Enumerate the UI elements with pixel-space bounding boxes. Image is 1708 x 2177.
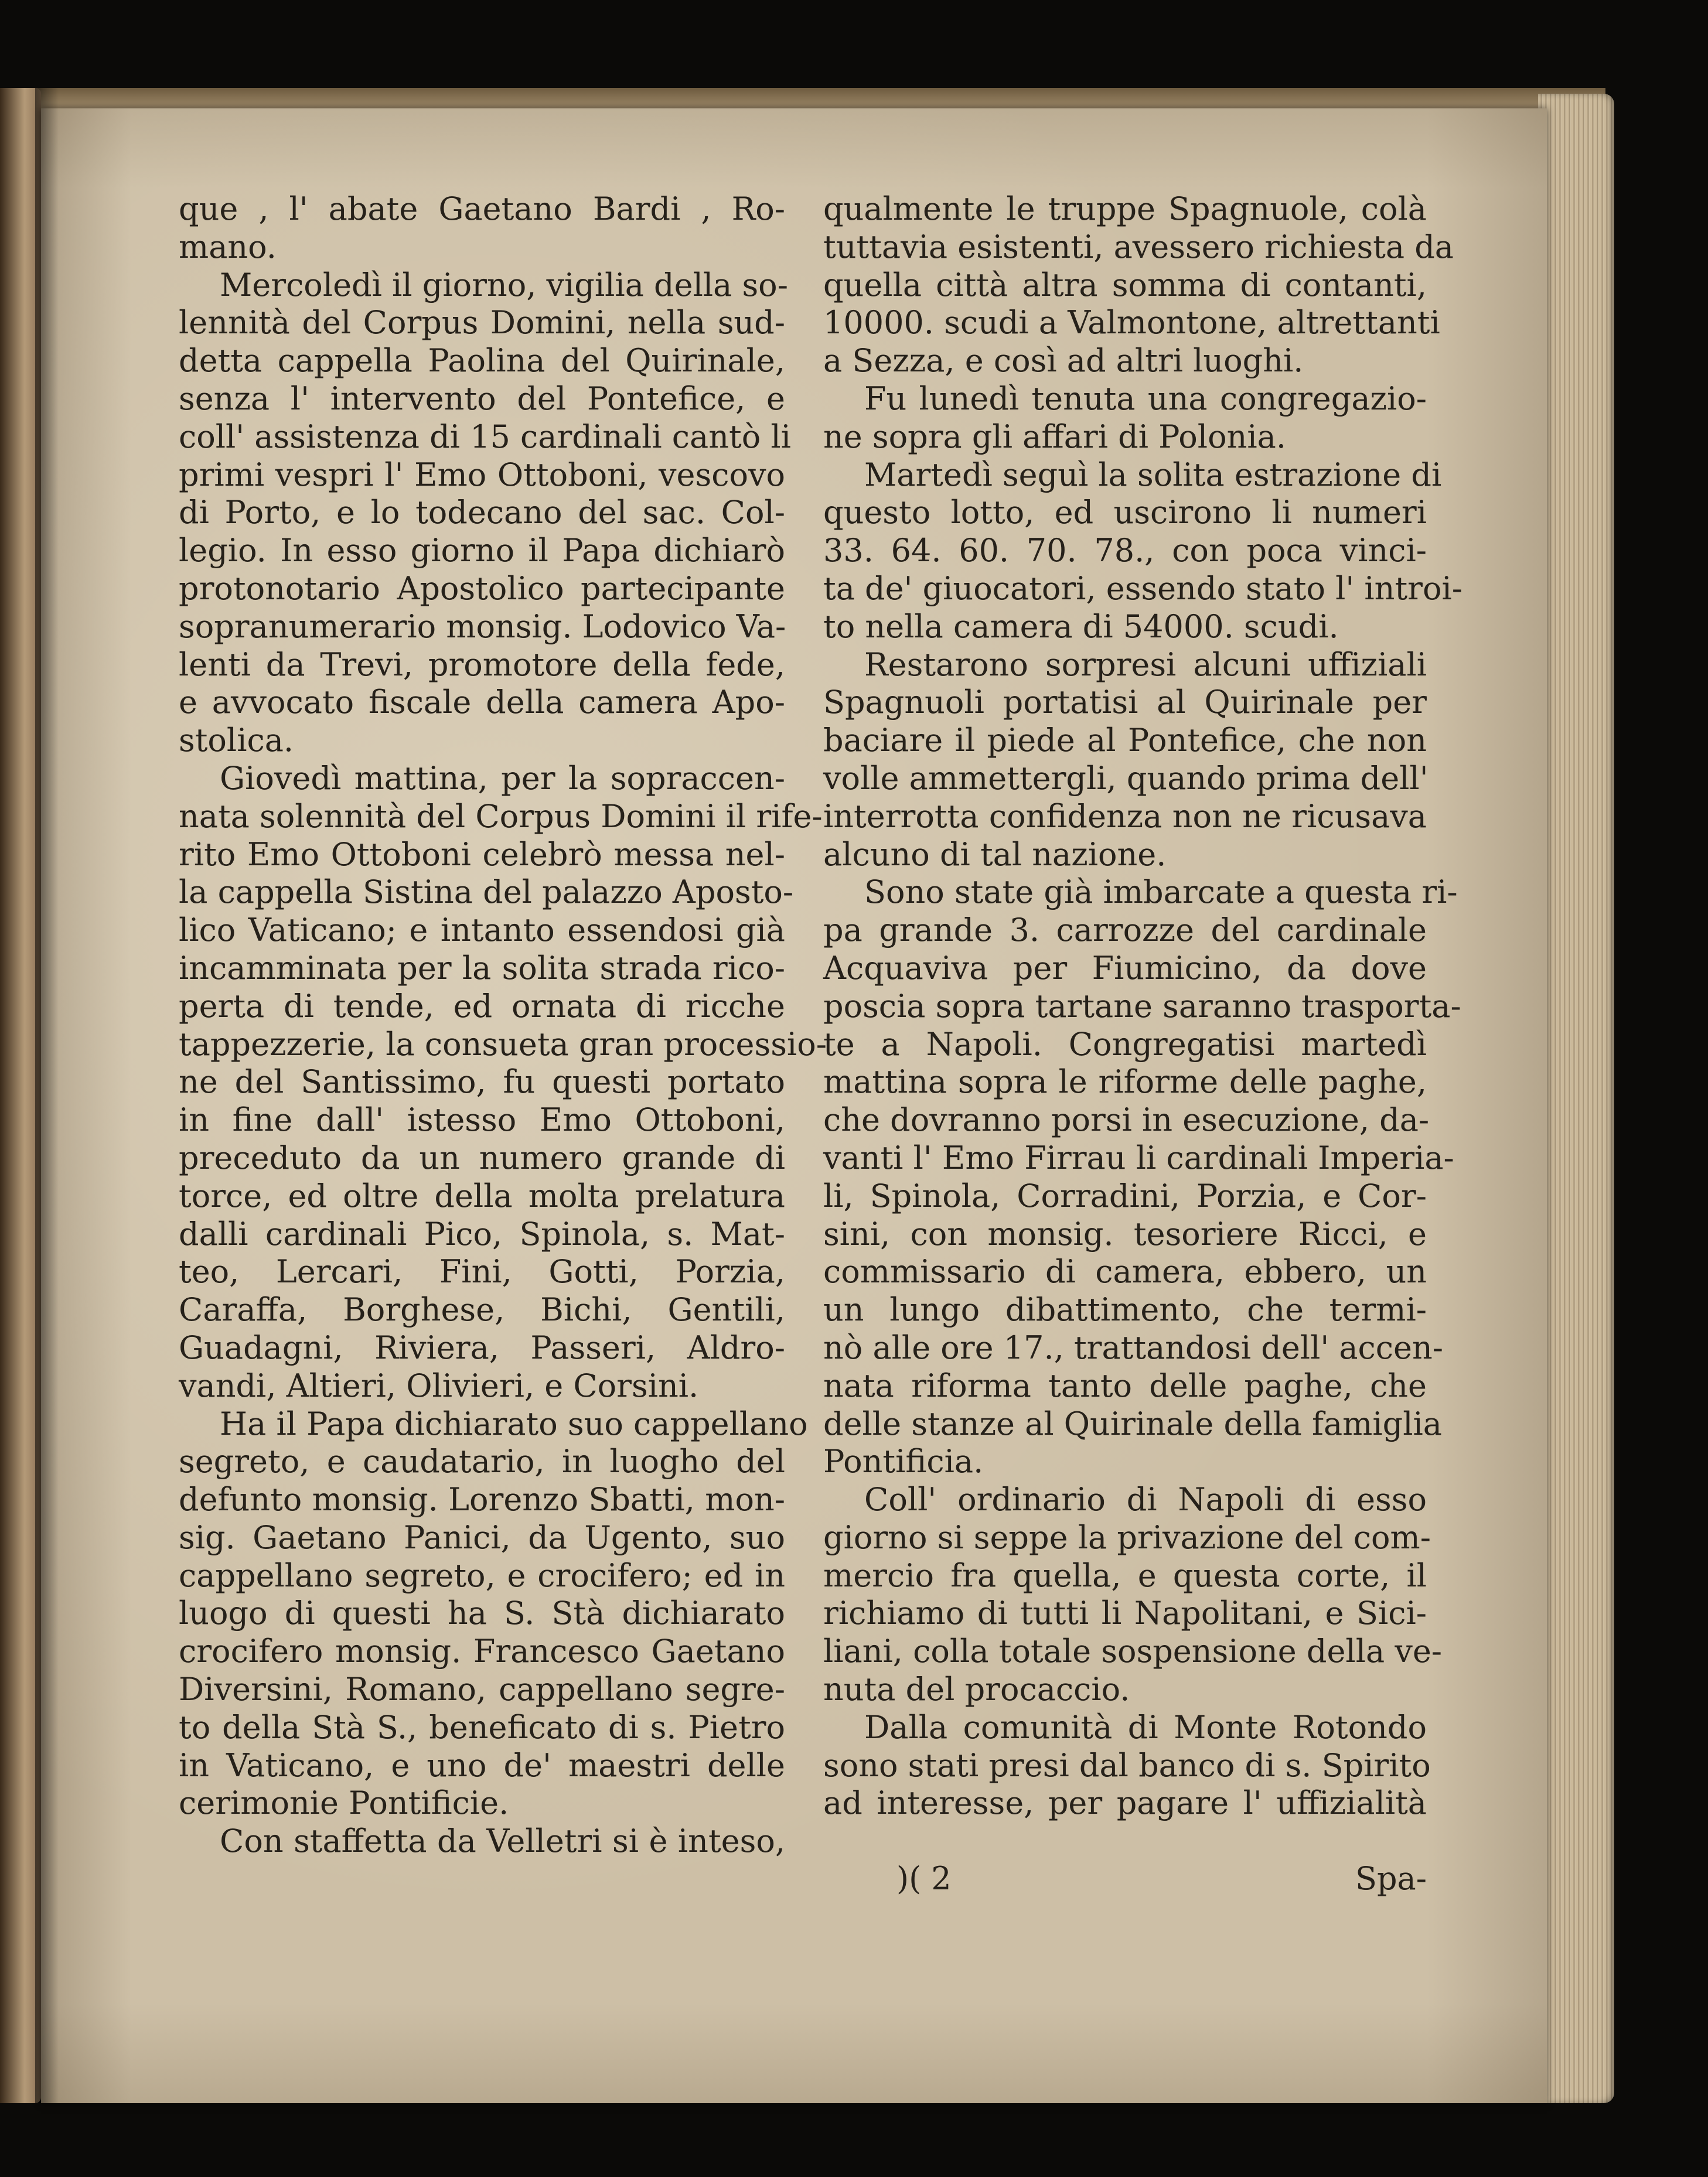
text-line: dalli cardinali Pico, Spinola, s. Mat- xyxy=(179,1215,785,1253)
text-line: richiamo di tutti li Napolitani, e Sici- xyxy=(823,1595,1427,1632)
text-line: Giovedì mattina, per la sopraccen- xyxy=(220,759,785,797)
text-line: protonotario Apostolico partecipante xyxy=(179,569,785,607)
text-line: un lungo dibattimento, che termi- xyxy=(823,1291,1427,1329)
text-line: segreto, e caudatario, in luogho del xyxy=(179,1443,785,1480)
text-line: poscia sopra tartane saranno trasporta- xyxy=(823,987,1461,1025)
page-footer xyxy=(823,1860,1427,1901)
text-line: rito Emo Ottoboni celebrò messa nel- xyxy=(179,835,785,873)
text-line: baciare il piede al Pontefice, che non xyxy=(823,722,1427,759)
text-line: quella città altra somma di contanti, xyxy=(823,266,1427,303)
text-line: ad interesse, per pagare l' uffizialità xyxy=(823,1784,1427,1822)
left-text-column xyxy=(179,190,827,1861)
text-line: coll' assistenza di 15 cardinali cantò li xyxy=(179,418,791,455)
catchword: Spa- xyxy=(1355,1860,1427,1897)
text-line: Acquaviva per Fiumicino, da dove xyxy=(823,949,1427,987)
text-line: interrotta confidenza non ne ricusava xyxy=(823,797,1427,835)
text-line: Restarono sorpresi alcuni uffiziali xyxy=(864,646,1427,683)
text-line: nata solennità del Corpus Domini il rife- xyxy=(179,797,823,835)
text-line: Coll' ordinario di Napoli di esso xyxy=(864,1481,1427,1519)
text-line: incamminata per la solita strada rico- xyxy=(179,949,785,987)
text-line: questo lotto, ed uscirono li numeri xyxy=(823,494,1427,531)
page-top-edge xyxy=(23,88,1605,111)
text-line: crocifero monsig. Francesco Gaetano xyxy=(179,1633,785,1670)
text-line: di Porto, e lo todecano del sac. Col- xyxy=(179,494,785,531)
text-line: pa grande 3. carrozze del cardinale xyxy=(823,912,1427,949)
text-line: qualmente le truppe Spagnuole, colà xyxy=(823,190,1427,227)
page-block-edges xyxy=(1538,94,1614,2103)
text-line: ne del Santissimo, fu questi portato xyxy=(179,1063,785,1101)
text-line: cappellano segreto, e crocifero; ed in xyxy=(179,1557,785,1594)
text-line: alcuno di tal nazione. xyxy=(823,835,1167,873)
text-line: liani, colla totale sospensione della ve- xyxy=(823,1633,1443,1670)
text-line: mercio fra quella, e questa corte, il xyxy=(823,1557,1427,1594)
text-line: mano. xyxy=(179,228,277,265)
text-line: tuttavia esistenti, avessero richiesta da xyxy=(823,228,1454,265)
text-line: sini, con monsig. tesoriere Ricci, e xyxy=(823,1215,1427,1253)
text-line: Guadagni, Riviera, Passeri, Aldro- xyxy=(179,1329,785,1366)
text-line: luogo di questi ha S. Stà dichiarato xyxy=(179,1595,785,1632)
text-line: sopranumerario monsig. Lodovico Va- xyxy=(179,608,786,645)
text-line: Sono state già imbarcate a questa ri- xyxy=(864,873,1458,911)
text-line: legio. In esso giorno il Papa dichiarò xyxy=(179,532,785,569)
text-line: volle ammettergli, quando prima dell' xyxy=(823,759,1429,797)
signature-mark: )( 2 xyxy=(896,1860,952,1897)
text-line: Con staffetta da Velletri si è inteso, xyxy=(220,1823,785,1860)
text-line: li, Spinola, Corradini, Porzia, e Cor- xyxy=(823,1177,1427,1214)
text-line: te a Napoli. Congregatisi martedì xyxy=(823,1025,1427,1063)
text-line: preceduto da un numero grande di xyxy=(179,1139,785,1176)
text-line: senza l' intervento del Pontefice, e xyxy=(179,380,785,417)
spine-shadow xyxy=(35,88,59,2103)
text-line: in Vaticano, e uno de' maestri delle xyxy=(179,1746,785,1784)
text-line: teo, Lercari, Fini, Gotti, Porzia, xyxy=(179,1253,785,1291)
text-line: Ha il Papa dichiarato suo cappellano xyxy=(220,1405,808,1442)
text-line: defunto monsig. Lorenzo Sbatti, mon- xyxy=(179,1481,785,1519)
text-line: giorno si seppe la privazione del com- xyxy=(823,1519,1431,1556)
text-line: che dovranno porsi in esecuzione, da- xyxy=(823,1101,1430,1139)
text-line: torce, ed oltre della molta prelatura xyxy=(179,1177,785,1214)
text-line: 33. 64. 60. 70. 78., con poca vinci- xyxy=(823,532,1427,569)
text-line: Fu lunedì tenuta una congregazio- xyxy=(864,380,1427,417)
text-line: mattina sopra le riforme delle paghe, xyxy=(823,1063,1427,1101)
right-text-column xyxy=(823,190,1462,1823)
text-line: e avvocato fiscale della camera Apo- xyxy=(179,684,785,721)
text-line: nò alle ore 17., trattandosi dell' accen- xyxy=(823,1329,1444,1366)
text-line: stolica. xyxy=(179,722,294,759)
text-line: Caraffa, Borghese, Bichi, Gentili, xyxy=(179,1291,785,1329)
text-line: delle stanze al Quirinale della famiglia xyxy=(823,1405,1442,1442)
text-line: primi vespri l' Emo Ottoboni, vescovo xyxy=(179,456,785,493)
text-line: sono stati presi dal banco di s. Spirito xyxy=(823,1746,1431,1784)
text-line: detta cappella Paolina del Quirinale, xyxy=(179,342,785,380)
text-line: ta de' giuocatori, essendo stato l' introi- xyxy=(823,569,1462,607)
text-line: Mercoledì il giorno, vigilia della so- xyxy=(220,266,788,303)
text-line: commissario di camera, ebbero, un xyxy=(823,1253,1427,1291)
text-line: cerimonie Pontificie. xyxy=(179,1784,509,1822)
text-line: ne sopra gli affari di Polonia. xyxy=(823,418,1286,455)
text-line: perta di tende, ed ornata di ricche xyxy=(179,987,785,1025)
text-line: nata riforma tanto delle paghe, che xyxy=(823,1367,1427,1404)
text-line: lico Vaticano; e intanto essendosi già xyxy=(179,912,785,949)
text-line: 10000. scudi a Valmontone, altrettanti xyxy=(823,304,1440,342)
text-line: sig. Gaetano Panici, da Ugento, suo xyxy=(179,1519,785,1556)
text-line: vandi, Altieri, Olivieri, e Corsini. xyxy=(179,1367,699,1404)
text-line: Dalla comunità di Monte Rotondo xyxy=(864,1708,1427,1746)
text-line: lenti da Trevi, promotore della fede, xyxy=(179,646,785,683)
text-line: lennità del Corpus Domini, nella sud- xyxy=(179,304,785,342)
text-line: vanti l' Emo Firrau li cardinali Imperia- xyxy=(823,1139,1454,1176)
text-line: tappezzerie, la consueta gran processio- xyxy=(179,1025,827,1063)
text-line: Pontificia. xyxy=(823,1443,984,1480)
text-line: nuta del procaccio. xyxy=(823,1671,1130,1708)
text-line: to nella camera di 54000. scudi. xyxy=(823,608,1339,645)
text-line: to della Stà S., beneficato di s. Pietro xyxy=(179,1708,785,1746)
text-line: Martedì seguì la solita estrazione di xyxy=(864,456,1442,493)
text-line: que , l' abate Gaetano Bardi , Ro- xyxy=(179,190,785,227)
text-line: a Sezza, e così ad altri luoghi. xyxy=(823,342,1304,380)
text-line: la cappella Sistina del palazzo Aposto- xyxy=(179,873,794,911)
text-line: Spagnuoli portatisi al Quirinale per xyxy=(823,684,1427,721)
text-line: in fine dall' istesso Emo Ottoboni, xyxy=(179,1101,785,1139)
text-line: Diversini, Romano, cappellano segre- xyxy=(179,1671,785,1708)
